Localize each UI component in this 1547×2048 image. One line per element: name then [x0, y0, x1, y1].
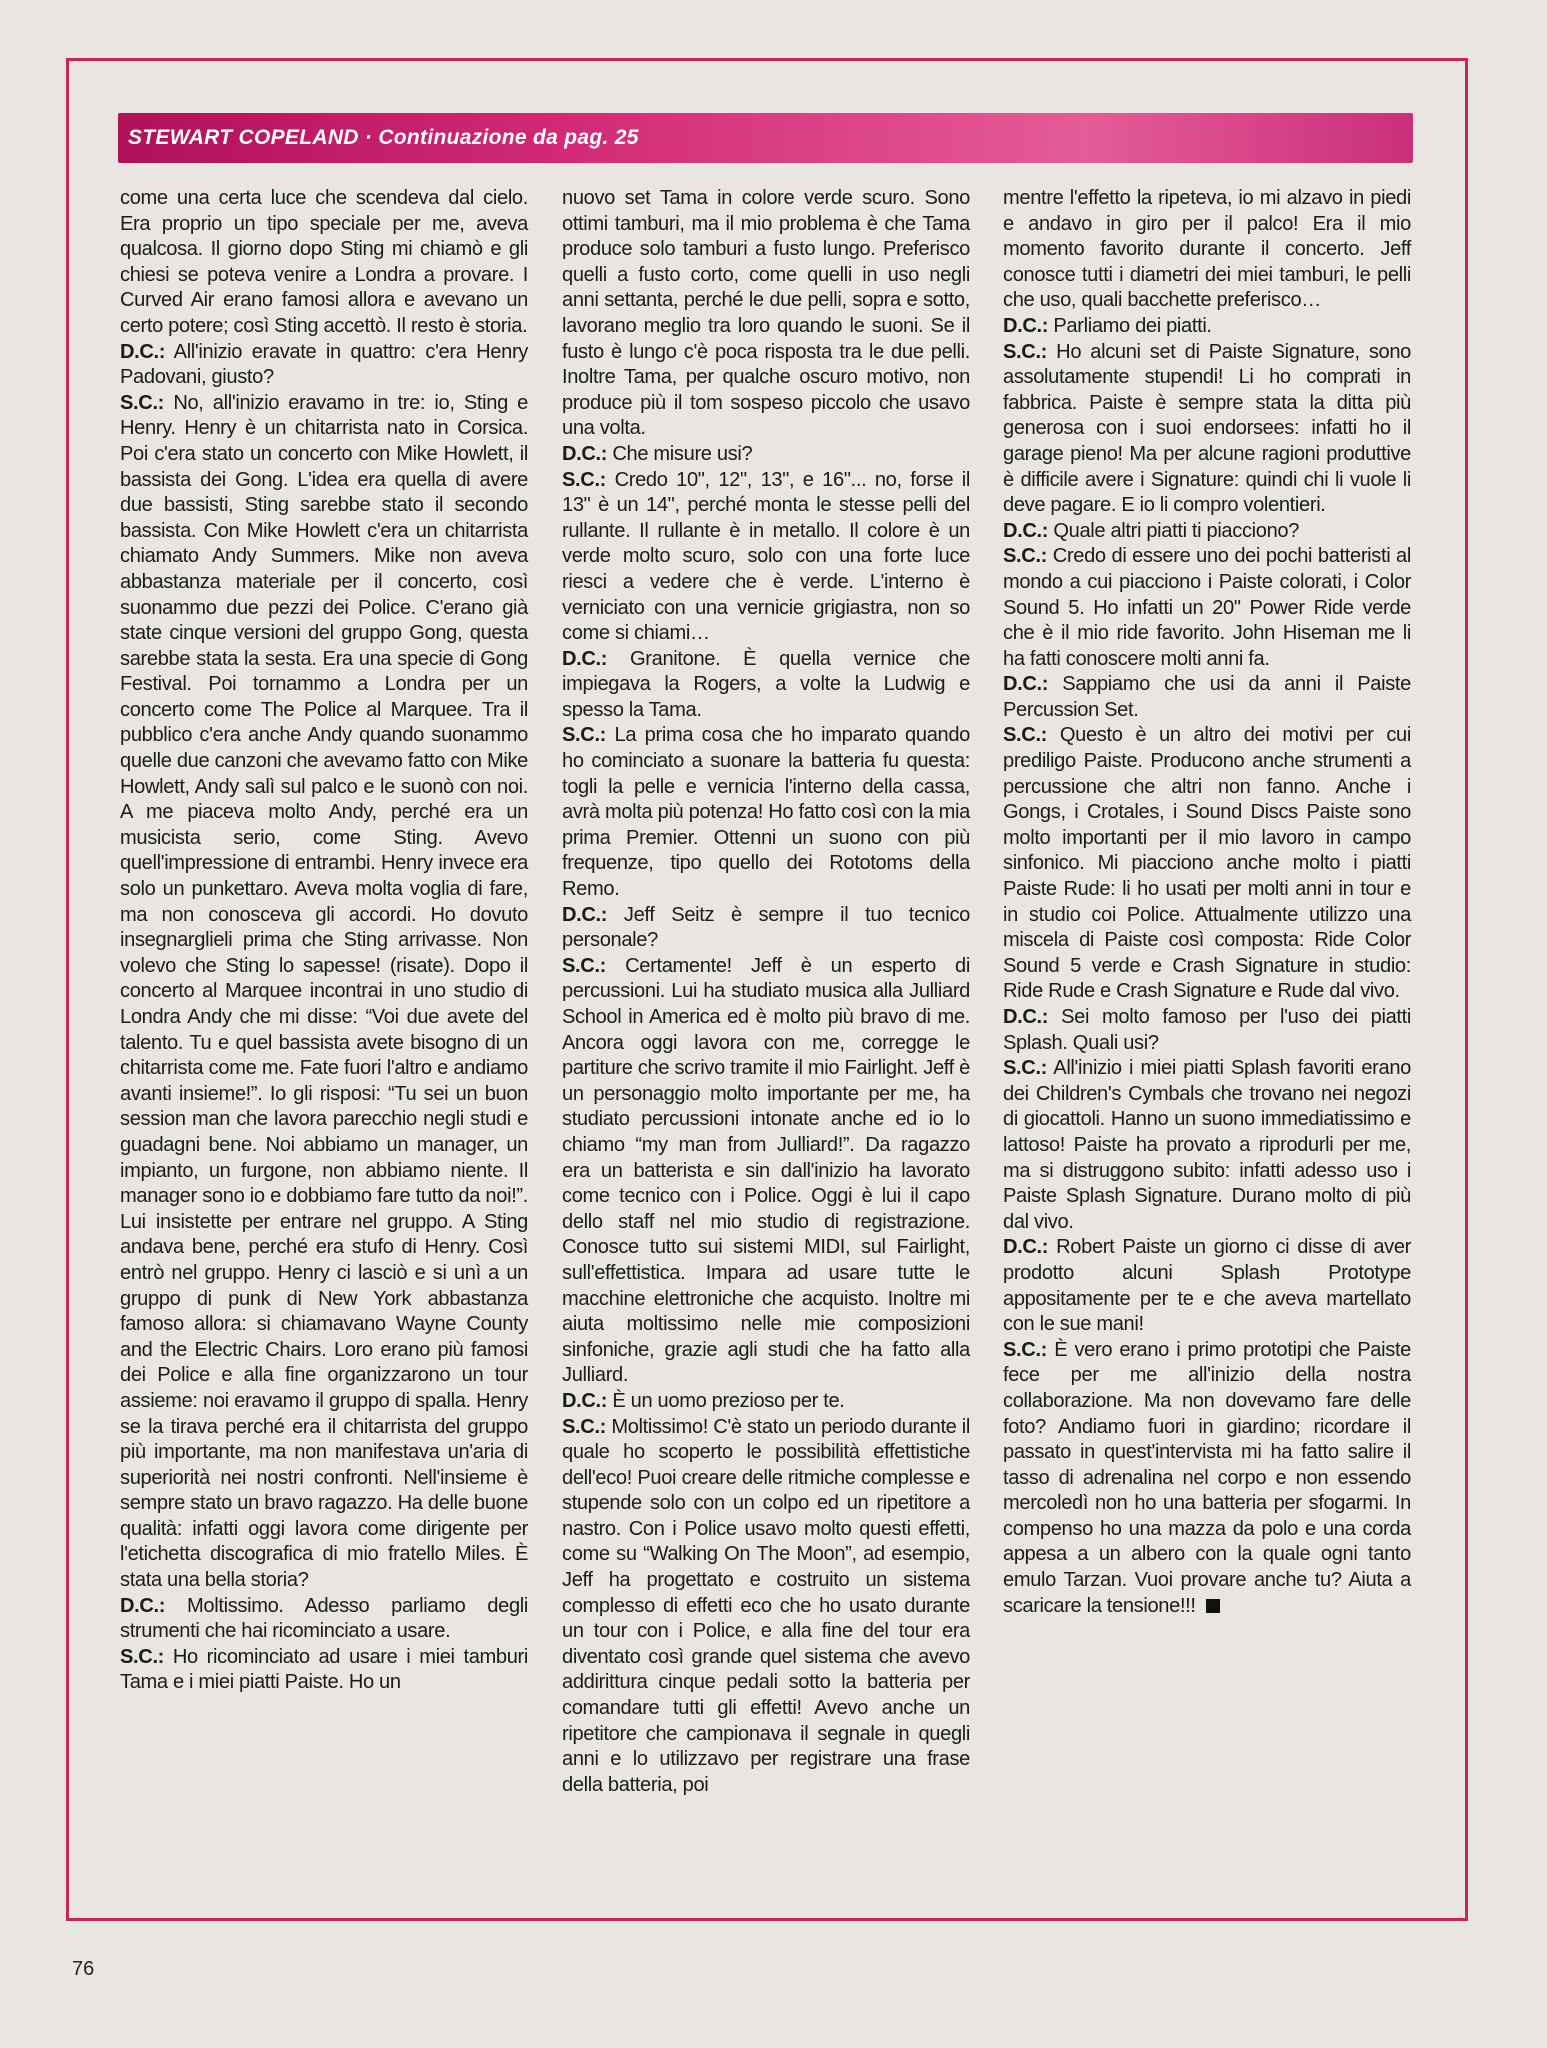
speaker-label: D.C.:: [562, 903, 608, 926]
section-banner: [118, 113, 1413, 163]
speaker-label: S.C.:: [120, 1645, 165, 1668]
paragraph: [1003, 723, 1411, 1005]
paragraph-text: Robert Paiste un giorno ci disse di aver prodotto alcuni Splash Prototype appositamente per te e che aveva martellato con le sue mani!: [1003, 1236, 1412, 1336]
end-of-article-mark: [1206, 1599, 1220, 1613]
paragraph: [1003, 340, 1411, 519]
speaker-label: S.C.:: [562, 954, 607, 977]
paragraph: [120, 186, 528, 340]
paragraph-text: Quale altri piatti ti piacciono?: [1053, 519, 1300, 542]
speaker-label: S.C.:: [562, 1415, 607, 1438]
speaker-label: D.C.:: [562, 442, 608, 465]
speaker-label: D.C.:: [120, 1594, 166, 1617]
paragraph-text: Ho alcuni set di Paiste Signature, sono assolutamente stupendi! Li ho comprati in fabbrica. Paiste è sempre stata la ditta più generosa con i suoi endorsees: infatti ho il garage pieno! Ma per alcune ragioni produttive è difficile avere i Signature: quindi chi li vuole li deve pagare. E io li compro volentieri.: [1003, 340, 1411, 517]
speaker-label: D.C.:: [120, 340, 166, 363]
paragraph: [562, 442, 970, 468]
paragraph: [562, 1415, 970, 1799]
paragraph: [1003, 519, 1411, 545]
paragraph-text: All'inizio i miei piatti Splash favoriti erano dei Children's Cymbals che trovano nei negozi di giocattoli. Hanno un suono immediatissimo e lattoso! Paiste ha provato a riprodurli per me, ma si distruggono subito: infatti adesso uso i Paiste Splash Signature. Durano molto di più dal vivo.: [1003, 1057, 1411, 1233]
paragraph-text: All'inizio eravate in quattro: c'era Henry Padovani, giusto?: [120, 340, 528, 389]
paragraph-text: Sappiamo che usi da anni il Paiste Percussion Set.: [1003, 673, 1411, 721]
speaker-label: S.C.:: [1003, 1057, 1048, 1080]
article-column-3: [1003, 186, 1411, 1619]
paragraph-text: Granitone. È quella vernice che impiegava la Rogers, a volte la Ludwig e spesso la Tama.: [562, 647, 970, 721]
paragraph: [1003, 1005, 1411, 1056]
paragraph-text: Sei molto famoso per l'uso dei piatti Splash. Quali usi?: [1003, 1006, 1411, 1054]
paragraph-text: Parliamo dei piatti.: [1053, 314, 1212, 337]
paragraph-text: Jeff Seitz è sempre il tuo tecnico personale?: [562, 903, 971, 952]
speaker-label: D.C.:: [1003, 519, 1049, 542]
paragraph-text: Credo di essere uno dei pochi batteristi al mondo a cui piacciono i Paiste colorati, i Color Sound 5. Ho infatti un 20" Power Ride verde che è il mio ride favorito. John Hiseman me li ha fatti conoscere molti anni fa.: [1003, 545, 1411, 670]
page-number: 76: [72, 1958, 95, 1980]
speaker-label: D.C.:: [562, 647, 608, 670]
article-body: [120, 186, 1415, 1898]
paragraph-text: Moltissimo! C'è stato un periodo durante il quale ho scoperto le possibilità effettistiche dell'eco! Puoi creare delle ritmiche complesse e stupende solo con un colpo ed un ripetitore a nastro. Con i Police usavo molto questi effetti, come su “Walking On The Moon”, ad esempio, Jeff ha progettato e costruito un sistema complesso di effetti eco che ho usato durante un tour con i Police, e alla fine del tour era diventato così grande quel sistema che avevo addirittura cinque pedali sotto la batteria per comandare tutti gli effetti! Avevo anche un ripetitore che campionava il segnale in quegli anni e lo utilizzavo per registrare una frase della batteria, poi: [562, 1415, 970, 1796]
paragraph: [562, 954, 970, 1389]
paragraph: [120, 1645, 528, 1696]
paragraph-text: Questo è un altro dei motivi per cui prediligo Paiste. Producono anche strumenti a percussione che altri non fanno. Anche i Gongs, i Crotales, i Sound Discs Paiste sono molto importanti per il mio lavoro in campo sinfonico. Mi piacciono anche molto i piatti Paiste Rude: li ho usati per molti anni in tour e in studio coi Police. Attualmente utilizzo una miscela di Paiste così composta: Ride Color Sound 5 verde e Crash Signature in studio: Ride Rude e Crash Signature e Rude dal vivo.: [1003, 724, 1411, 1003]
paragraph: [562, 186, 970, 442]
paragraph: [562, 647, 970, 724]
paragraph: [1003, 314, 1411, 340]
paragraph: [562, 1389, 970, 1415]
banner-title: STEWART COPELAND · Continuazione da pag. 25: [128, 126, 639, 149]
paragraph: [120, 1594, 528, 1645]
speaker-label: D.C.:: [1003, 314, 1049, 337]
paragraph: [1003, 1338, 1411, 1620]
paragraph: [1003, 544, 1411, 672]
paragraph: [562, 468, 970, 647]
paragraph: [120, 340, 528, 391]
paragraph-text: mentre l'effetto la ripeteva, io mi alzavo in piedi e andavo in giro per il palco! Era il mio momento favorito durante il concerto. Jeff conosce tutti i diametri dei miei tamburi, le pelli che uso, quali bacchette preferisco…: [1003, 187, 1411, 312]
paragraph-text: Certamente! Jeff è un esperto di percussioni. Lui ha studiato musica alla Julliard School in America ed è molto più bravo di me. Ancora oggi lavora con me, corregge le partiture che scrivo tramite il mio Fairlight. Jeff è un personaggio molto importante per me, ha studiato percussioni intonate anche ed io lo chiamo “my man from Julliard!”. Da ragazzo era un batterista e sin dall'inizio ha lavorato come tecnico con i Police. Oggi è lui il capo dello staff nel mio studio di registrazione. Conosce tutto sui sistemi MIDI, sul Fairlight, sull'effettistica. Impara ad usare tutte le macchine elettroniche che acquisto. Inoltre mi aiuta moltissimo nelle mie composizioni sinfoniche, grazie agli studi che ha fatto alla Julliard.: [562, 954, 970, 1387]
speaker-label: S.C.:: [562, 724, 607, 747]
speaker-label: D.C.:: [1003, 673, 1049, 696]
paragraph: [562, 903, 970, 954]
speaker-label: D.C.:: [1003, 1236, 1049, 1259]
paragraph-text: Moltissimo. Adesso parliamo degli strumenti che hai ricominciato a usare.: [120, 1594, 529, 1643]
paragraph-text: Che misure usi?: [612, 442, 753, 465]
paragraph-text: Ho ricominciato ad usare i miei tamburi Tama e i miei piatti Paiste. Ho un: [120, 1645, 529, 1694]
paragraph-text: nuovo set Tama in colore verde scuro. Sono ottimi tamburi, ma il mio problema è che Tama produce solo tamburi a fusto lungo. Preferisco quelli a fusto corto, come quelli in uso negli anni settanta, perché le due pelli, sopra e sotto, lavorano meglio tra loro quando le suoni. Se il fusto è lungo c'è poca risposta tra le due pelli. Inoltre Tama, per qualche oscuro motivo, non produce più il tom sospeso piccolo che usavo una volta.: [562, 187, 970, 440]
paragraph-text: come una certa luce che scendeva dal cielo. Era proprio un tipo speciale per me, aveva qualcosa. Il giorno dopo Sting mi chiamò e gli chiesi se poteva venire a Londra a provare. I Curved Air erano famosi allora e avevano un certo potere; così Sting accettò. Il resto è storia.: [120, 187, 528, 337]
paragraph: [1003, 1235, 1411, 1337]
paragraph: [120, 391, 528, 1594]
article-column-2: [562, 186, 970, 1798]
paragraph: [1003, 186, 1411, 314]
speaker-label: S.C.:: [1003, 1338, 1048, 1361]
paragraph: [1003, 1056, 1411, 1235]
speaker-label: S.C.:: [562, 468, 607, 491]
paragraph-text: È un uomo prezioso per te.: [612, 1389, 845, 1412]
paragraph-text: È vero erano i primo prototipi che Paiste fece per me all'inizio della nostra collaborazione. Ma non dovevamo fare delle foto? Andiamo fuori in giardino; ricordare il passato in quest'intervista mi ha fatto salire il tasso di adrenalina nel corpo e non essendo mercoledì non ho una batteria per sfogarmi. In compenso ho una mazza da polo e una corda appesa a un albero con la quale ogni tanto emulo Tarzan. Vuoi provare anche tu? Aiuta a scaricare la tensione!!!: [1003, 1338, 1411, 1617]
article-column-1: [120, 186, 528, 1696]
paragraph-text: Credo 10", 12", 13", e 16"... no, forse il 13" è un 14", perché monta le stesse pelli del rullante. Il rullante è in metallo. Il colore è un verde molto scuro, solo con una forte luce riesci a vedere che è verde. L'interno è verniciato con una vernicie grigiastra, non so come si chiami…: [562, 468, 971, 645]
paragraph: [562, 723, 970, 902]
speaker-label: D.C.:: [562, 1389, 608, 1412]
paragraph-text: La prima cosa che ho imparato quando ho cominciato a suonare la batteria fu questa: togli la pelle e vernicia l'interno della cassa, avrà molta più potenza! Ho fatto così con la mia prima Premier. Ottenni un suono con più frequenze, tipo quello dei Rototoms della Remo.: [562, 724, 970, 901]
speaker-label: S.C.:: [1003, 340, 1048, 363]
speaker-label: S.C.:: [1003, 545, 1048, 568]
paragraph-text: No, all'inizio eravamo in tre: io, Sting e Henry. Henry è un chitarrista nato in Corsica. Poi c'era stato un concerto con Mike Howlett, il bassista dei Gong. L'idea era quella di avere due bassisti, Sting sarebbe stato il secondo bassista. Con Mike Howlett c'era un chitarrista chiamato Andy Summers. Mike non aveva abbastanza materiale per il concerto, così suonammo due pezzi dei Police. C'erano già state cinque versioni del gruppo Gong, questa sarebbe stata la sesta. Era una specie di Gong Festival. Poi tornammo a Londra per un concerto come The Police al Marquee. Tra il pubblico c'era anche Andy quando suonammo quelle due canzoni che avevamo fatto con Mike Howlett, Andy salì sul palco e le suonò con noi. A me piaceva molto Andy, perché era un musicista serio, come Sting. Avevo quell'impressione di entrambi. Henry invece era solo un punkettaro. Aveva molta voglia di fare, ma non conosceva gli accordi. Ho dovuto insegnarglieli prima che Sting arrivasse. Non volevo che Sting lo sapesse! (risate). Dopo il concerto al Marquee incontrai in uno studio di Londra Andy che mi disse: “Voi due avete del talento. Tu e quel bassista avete bisogno di un chitarrista come me. Fate fuori l'altro e andiamo avanti insieme!”. Io gli risposi: “Tu sei un buon session man che lavora parecchio negli studi e guadagni bene. Noi abbiamo un manager, un impianto, un furgone, non abbiamo niente. Il manager sono io e dobbiamo fare tutto da noi!”. Lui insistette per entrare nel gruppo. A Sting andava bene, perché era stufo di Henry. Così entrò nel gruppo. Henry ci lasciò e si unì a un gruppo di punk di New York abbastanza famoso allora: si chiamavano Wayne County and the Electric Chairs. Loro erano più famosi dei Police e alla fine organizzarono un tour assieme: noi eravamo il gruppo di spalla. Henry se la tirava perché era il chitarrista del gruppo più importante, ma non manifestava un'aria di superiorità nei nostri confronti. Nell'insieme è sempre stato un bravo ragazzo. Ha delle buone qualità: infatti oggi lavora come dirigente per l'etichetta discografica di mio fratello Miles. È stata una bella storia?: [120, 391, 528, 1592]
paragraph: [1003, 672, 1411, 723]
speaker-label: S.C.:: [120, 391, 165, 414]
speaker-label: S.C.:: [1003, 724, 1048, 747]
speaker-label: D.C.:: [1003, 1006, 1049, 1028]
